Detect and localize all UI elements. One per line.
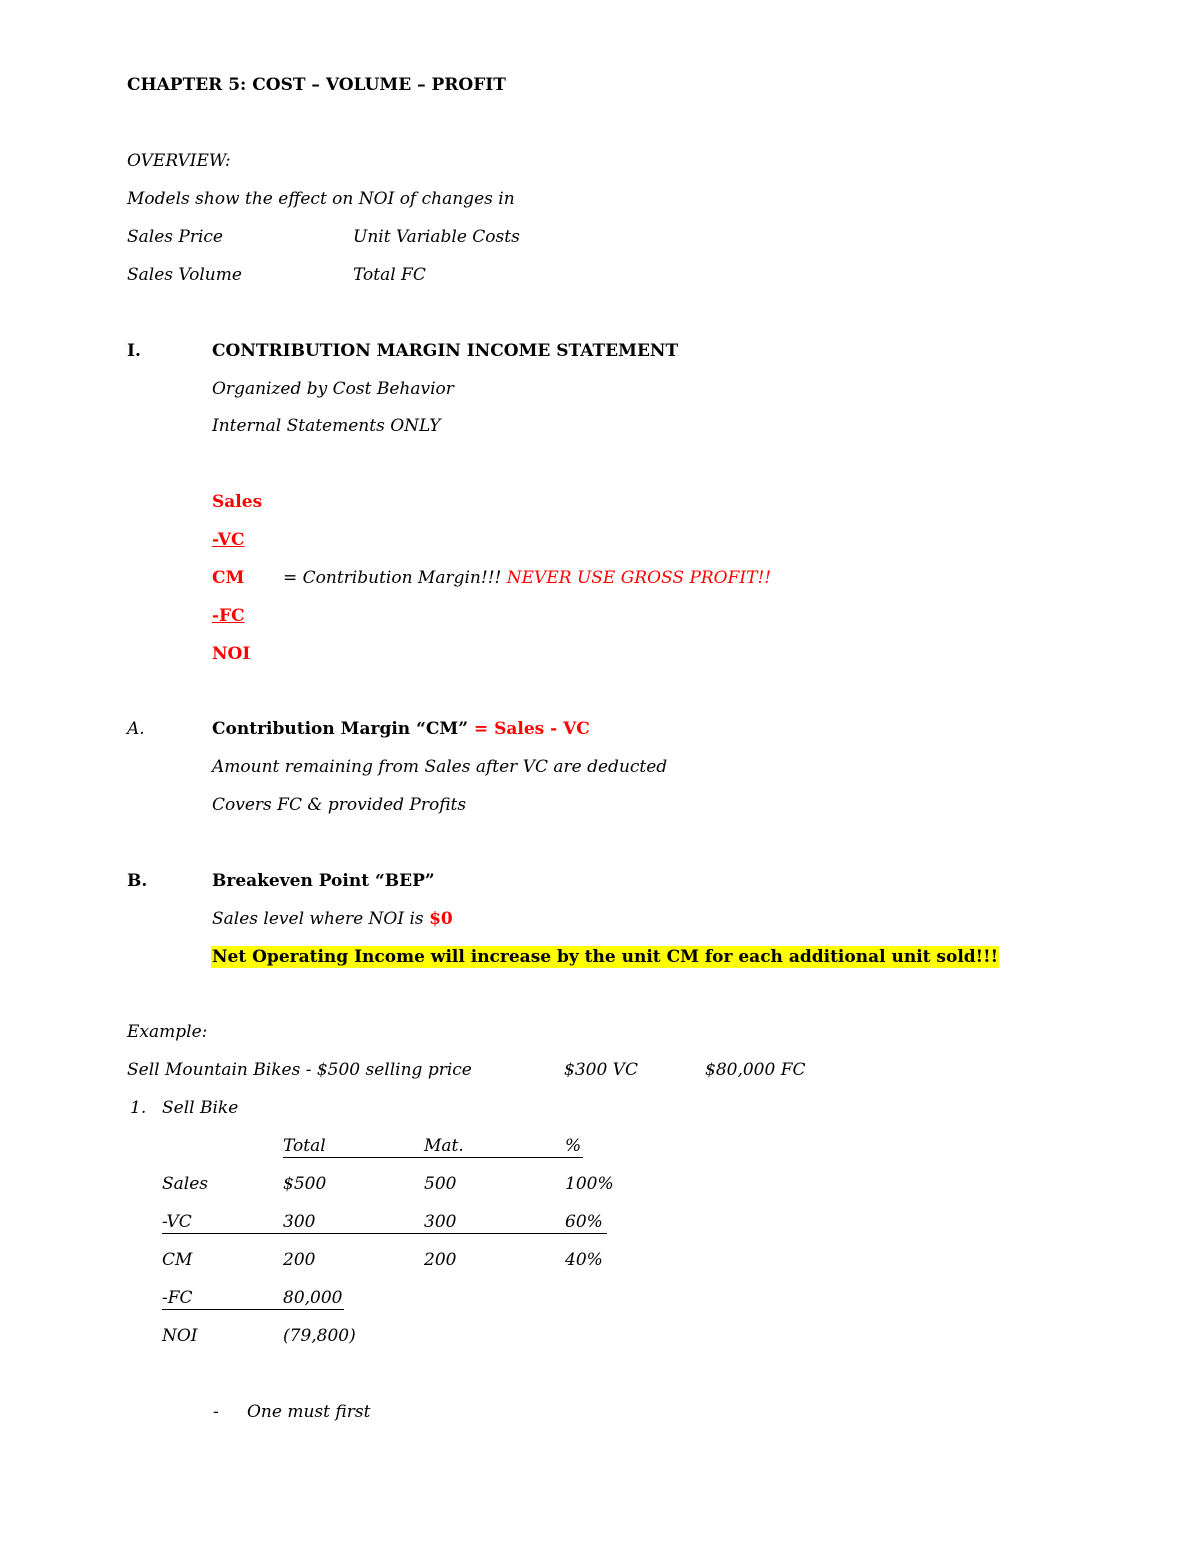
row-noi-label: NOI <box>162 1326 198 1346</box>
list-item-label: Sell Bike <box>162 1098 239 1118</box>
statement-noi: NOI <box>212 644 251 664</box>
page-title: CHAPTER 5: COST – VOLUME – PROFIT <box>127 75 506 95</box>
table-header-mat: Mat. <box>424 1136 464 1156</box>
overview-sales-price: Sales Price <box>127 227 223 247</box>
row-cm-total: 200 <box>283 1250 316 1270</box>
statement-cm-note <box>283 567 771 589</box>
section-i-line1: Organized by Cost Behavior <box>212 379 454 399</box>
section-b-heading: Breakeven Point “BEP” <box>212 871 435 891</box>
statement-cm: CM <box>212 568 245 588</box>
section-a-line1: Amount remaining from Sales after VC are deducted <box>212 757 668 777</box>
section-a-formula: = Sales - VC <box>473 719 590 739</box>
overview-heading: OVERVIEW: <box>127 151 231 171</box>
row-vc-label: -VC <box>162 1212 192 1232</box>
example-heading: Example: <box>127 1022 208 1042</box>
section-a-marker: A. <box>127 719 145 739</box>
section-i-heading: CONTRIBUTION MARGIN INCOME STATEMENT <box>212 341 679 361</box>
table-header-total: Total <box>283 1136 326 1156</box>
row-fc-label: -FC <box>162 1288 193 1308</box>
row-vc-pct: 60% <box>565 1212 603 1232</box>
statement-vc: -VC <box>212 530 245 550</box>
row-cm-mat: 200 <box>424 1250 457 1270</box>
row-cm-label: CM <box>162 1250 193 1270</box>
bullet-marker: - <box>213 1402 219 1422</box>
row-fc-total: 80,000 <box>283 1288 343 1308</box>
example-description: Sell Mountain Bikes - $500 selling price <box>127 1060 472 1080</box>
list-number: 1. <box>130 1098 147 1118</box>
cm-note-text: = Contribution Margin!!! <box>283 568 502 588</box>
section-i-marker: I. <box>127 341 141 361</box>
table-header-pct: % <box>565 1136 582 1156</box>
statement-sales: Sales <box>212 492 263 512</box>
section-a-line2: Covers FC & provided Profits <box>212 795 467 815</box>
row-sales-pct: 100% <box>565 1174 614 1194</box>
overview-unit-variable-costs: Unit Variable Costs <box>353 227 520 247</box>
highlighted-key-point: Net Operating Income will increase by the unit CM for each additional unit sold!!! <box>212 947 999 967</box>
section-a-title: Contribution Margin “CM” <box>212 719 468 739</box>
row-vc-total: 300 <box>283 1212 316 1232</box>
example-fc: $80,000 FC <box>705 1060 806 1080</box>
row-cm-pct: 40% <box>565 1250 603 1270</box>
overview-sales-volume: Sales Volume <box>127 265 242 285</box>
vc-underline <box>162 1233 607 1234</box>
row-vc-mat: 300 <box>424 1212 457 1232</box>
bep-definition-text: Sales level where NOI is <box>212 909 424 929</box>
bullet-text: One must first <box>247 1402 371 1422</box>
section-b-line1 <box>212 908 453 930</box>
row-noi-total: (79,800) <box>283 1326 356 1346</box>
overview-intro: Models show the effect on NOI of changes in <box>127 189 515 209</box>
section-b-marker: B. <box>127 871 148 891</box>
overview-total-fc: Total FC <box>353 265 426 285</box>
row-sales-total: $500 <box>283 1174 327 1194</box>
section-a-heading <box>212 718 590 740</box>
example-vc: $300 VC <box>564 1060 638 1080</box>
statement-fc: -FC <box>212 606 245 626</box>
header-underline <box>283 1157 583 1158</box>
row-sales-mat: 500 <box>424 1174 457 1194</box>
row-sales-label: Sales <box>162 1174 209 1194</box>
fc-underline <box>162 1309 344 1310</box>
cm-warning-text: NEVER USE GROSS PROFIT!! <box>506 568 772 588</box>
bep-value: $0 <box>429 909 453 929</box>
section-i-line2: Internal Statements ONLY <box>212 416 441 436</box>
